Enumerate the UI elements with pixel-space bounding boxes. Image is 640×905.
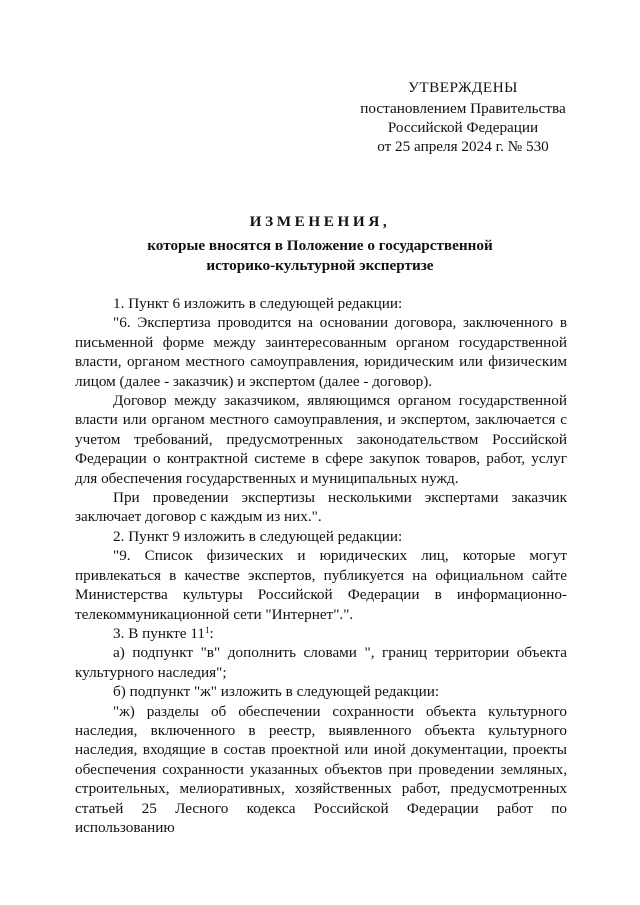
paragraph-8: а) подпункт "в" дополнить словами ", границ территории объекта культурного наследия"; [75,644,567,681]
paragraph-7 [75,624,567,643]
paragraph-7-text: 3. В пункте 11 [113,624,205,642]
paragraph-2: "6. Экспертиза проводится на основании договора, заключенного в письменной форме между заинтересованным органом государственной власти, органом местного самоуправления, юридическим или физическим лицом (далее - заказчик) и экспертом (далее - договор). [75,314,567,390]
approval-stamp [318,78,608,156]
paragraph-5: 2. Пункт 9 изложить в следующей редакции: [113,527,403,545]
paragraph-3: Договор между заказчиком, являющимся органом государственной власти или органом местного самоуправления, и экспертом, заключается с учетом требований, предусмотренных законодательством Российской Федерации о контрактной системе в сфере закупок товаров, работ, услуг для обеспечения государственных и муниципальных нужд. [75,392,567,487]
approval-line-2: Российской Федерации [387,119,539,136]
document-body [75,294,567,837]
paragraph-4: При проведении экспертизы несколькими экспертами заказчик заключает договор с каждым из них.". [75,489,567,526]
document-subtitle [60,236,580,276]
paragraph-7-tail: : [209,624,214,642]
subtitle-line-2: историко-культурной экспертизе [206,257,434,274]
paragraph-9: б) подпункт "ж" изложить в следующей редакции: [113,683,440,701]
paragraph-10: "ж) разделы об обеспечении сохранности объекта культурного наследия, включенного в реестр, выявленного объекта культурного наследия, входящие в состав проектной или иной документации, проекты обеспечения сохранности указанных объектов при проведении земляных, строительных, мелиоративных, хозяйственных работ, предусмотренных статьей 25 Лесного кодекса Российской Федерации работ по использованию [75,702,567,836]
approval-line-3: от 25 апреля 2024 г. № 530 [377,138,549,155]
document-title: ИЗМЕНЕНИЯ, [249,213,391,230]
paragraph-6: "9. Список физических и юридических лиц, которые могут привлекаться в качестве экспертов, публикуется на официальном сайте Министерства культуры Российской Федерации в информационно-телекоммуникационной сети "Интернет".". [75,547,567,623]
paragraph-7-superscript: 1 [204,624,210,635]
approval-line-1: постановлением Правительства [360,100,566,117]
paragraph-1: 1. Пункт 6 изложить в следующей редакции: [113,295,403,312]
approval-title: УТВЕРЖДЕНЫ [408,79,518,96]
subtitle-line-1: которые вносятся в Положение о государственной [147,237,493,254]
